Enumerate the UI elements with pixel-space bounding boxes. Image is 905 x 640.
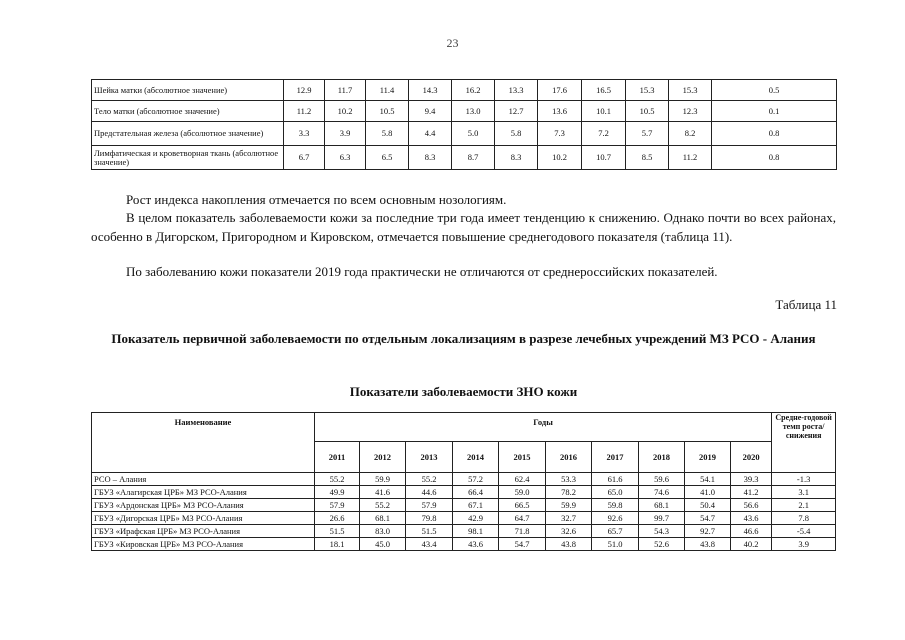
cell-value: 57.9 [406, 499, 453, 512]
cell-value: 59.6 [639, 473, 685, 486]
cell-value: 59.9 [360, 473, 406, 486]
cell-value: 57.9 [315, 499, 360, 512]
cell-value: 52.6 [639, 538, 685, 551]
cell-value: 0.8 [712, 122, 837, 146]
table-caption: Таблица 11 [775, 297, 837, 312]
cell-value: 13.0 [452, 101, 495, 122]
cell-value: 49.9 [315, 486, 360, 499]
cell-value: 7.2 [582, 122, 626, 146]
cell-value: 43.8 [546, 538, 592, 551]
cell-value: 11.2 [669, 146, 712, 170]
paragraph-2019: По заболеванию кожи показатели 2019 года практически не отличаются от среднероссийских показателей. [126, 264, 718, 279]
cell-value: 51.0 [592, 538, 639, 551]
table-title: Показатели заболеваемости ЗНО кожи [349, 384, 578, 399]
cell-value: 0.5 [712, 80, 837, 101]
table-row [92, 101, 837, 122]
table-row [92, 486, 836, 499]
cell-value: 8.3 [409, 146, 452, 170]
rate-value: 2.1 [772, 499, 836, 512]
cell-value: 53.3 [546, 473, 592, 486]
cell-value: 32.6 [546, 525, 592, 538]
cell-value: 8.7 [452, 146, 495, 170]
cell-value: 6.5 [366, 146, 409, 170]
cell-value: 78.2 [546, 486, 592, 499]
cell-value: 39.3 [731, 473, 772, 486]
cell-value: 5.8 [495, 122, 538, 146]
rate-value: 3.1 [772, 486, 836, 499]
cell-value: 64.7 [499, 512, 546, 525]
cell-value: 12.3 [669, 101, 712, 122]
cell-value: 11.2 [284, 101, 325, 122]
cell-value: 3.3 [284, 122, 325, 146]
cell-value: 57.2 [453, 473, 499, 486]
cell-value: 10.5 [366, 101, 409, 122]
header-rate: Средне-годовой темп роста/ снижения [772, 413, 836, 473]
year-header: 2011 [315, 442, 360, 473]
cell-value: 54.7 [685, 512, 731, 525]
cell-value: 9.4 [409, 101, 452, 122]
cell-value: 14.3 [409, 80, 452, 101]
cell-value: 40.2 [731, 538, 772, 551]
cell-value: 8.2 [669, 122, 712, 146]
table-row [92, 538, 836, 551]
cell-value: 59.0 [499, 486, 546, 499]
cell-value: 45.0 [360, 538, 406, 551]
cell-value: 55.2 [315, 473, 360, 486]
year-header: 2013 [406, 442, 453, 473]
institution-name: РСО – Алания [92, 473, 315, 486]
cell-value: 41.0 [685, 486, 731, 499]
table-row [92, 499, 836, 512]
page-number: 23 [446, 36, 459, 50]
cell-value: 56.6 [731, 499, 772, 512]
cell-value: 8.3 [495, 146, 538, 170]
cell-value: 26.6 [315, 512, 360, 525]
cell-value: 11.4 [366, 80, 409, 101]
year-header: 2019 [685, 442, 731, 473]
cell-value: 68.1 [639, 499, 685, 512]
cell-value: 32.7 [546, 512, 592, 525]
table-row [92, 512, 836, 525]
cell-value: 92.6 [592, 512, 639, 525]
cell-value: 4.4 [409, 122, 452, 146]
cell-value: 54.1 [685, 473, 731, 486]
cell-value: 16.2 [452, 80, 495, 101]
rate-value: 3.9 [772, 538, 836, 551]
cell-value: 6.7 [284, 146, 325, 170]
cell-value: 6.3 [325, 146, 366, 170]
cell-value: 10.7 [582, 146, 626, 170]
institution-name: ГБУЗ «Ирафская ЦРБ» МЗ РСО-Алания [92, 525, 315, 538]
cell-value: 10.5 [626, 101, 669, 122]
cell-value: 50.4 [685, 499, 731, 512]
cell-value: 5.8 [366, 122, 409, 146]
cell-value: 44.6 [406, 486, 453, 499]
year-header: 2016 [546, 442, 592, 473]
cell-value: 98.1 [453, 525, 499, 538]
cell-value: 43.6 [731, 512, 772, 525]
cell-value: 65.7 [592, 525, 639, 538]
cell-value: 15.3 [669, 80, 712, 101]
table-row [92, 146, 837, 170]
cell-value: 59.8 [592, 499, 639, 512]
table-row [92, 473, 836, 486]
cell-value: 0.1 [712, 101, 837, 122]
rate-value: -5.4 [772, 525, 836, 538]
cell-value: 51.5 [315, 525, 360, 538]
row-label: Предстательная железа (абсолютное значение) [92, 122, 284, 146]
paragraph-skin-trend: В целом показатель заболеваемости кожи за последние три года имеет тенденцию к снижению. Однако почти во всех районах, особенно в Дигорском, Пригородном и Кировском, отмечается повышение среднегодового показателя (таблица 11). [91, 210, 836, 244]
cell-value: 61.6 [592, 473, 639, 486]
institution-name: ГБУЗ «Кировская ЦРБ» МЗ РСО-Алания [92, 538, 315, 551]
cell-value: 7.3 [538, 122, 582, 146]
year-header: 2018 [639, 442, 685, 473]
cell-value: 43.6 [453, 538, 499, 551]
rate-value: -1.3 [772, 473, 836, 486]
header-name: Наименование [92, 413, 315, 473]
cell-value: 11.7 [325, 80, 366, 101]
cell-value: 16.5 [582, 80, 626, 101]
cell-value: 10.1 [582, 101, 626, 122]
table-row [92, 80, 837, 101]
cell-value: 83.0 [360, 525, 406, 538]
cell-value: 65.0 [592, 486, 639, 499]
cell-value: 12.9 [284, 80, 325, 101]
year-header: 2012 [360, 442, 406, 473]
cell-value: 41.2 [731, 486, 772, 499]
rate-value: 7.8 [772, 512, 836, 525]
cell-value: 3.9 [325, 122, 366, 146]
cell-value: 13.6 [538, 101, 582, 122]
cell-value: 62.4 [499, 473, 546, 486]
header-years: Годы [315, 413, 772, 442]
year-header: 2015 [499, 442, 546, 473]
institution-name: ГБУЗ «Ардонская ЦРБ» МЗ РСО-Алания [92, 499, 315, 512]
cell-value: 51.5 [406, 525, 453, 538]
cell-value: 42.9 [453, 512, 499, 525]
cell-value: 5.0 [452, 122, 495, 146]
cell-value: 17.6 [538, 80, 582, 101]
section-title: Показатель первичной заболеваемости по отдельным локализациям в разрезе лечебных учреждений МЗ РСО - Алания [111, 331, 816, 346]
cell-value: 10.2 [538, 146, 582, 170]
cell-value: 43.8 [685, 538, 731, 551]
cell-value: 5.7 [626, 122, 669, 146]
institution-name: ГБУЗ «Дигорская ЦРБ» МЗ РСО-Алания [92, 512, 315, 525]
cell-value: 66.4 [453, 486, 499, 499]
table-row [92, 122, 837, 146]
cell-value: 12.7 [495, 101, 538, 122]
cell-value: 54.7 [499, 538, 546, 551]
cell-value: 13.3 [495, 80, 538, 101]
cell-value: 55.2 [360, 499, 406, 512]
cell-value: 46.6 [731, 525, 772, 538]
cell-value: 74.6 [639, 486, 685, 499]
cell-value: 55.2 [406, 473, 453, 486]
cell-value: 41.6 [360, 486, 406, 499]
paragraph-accumulation: Рост индекса накопления отмечается по всем основным нозологиям. [126, 192, 507, 207]
year-header: 2017 [592, 442, 639, 473]
cell-value: 66.5 [499, 499, 546, 512]
cell-value: 59.9 [546, 499, 592, 512]
cell-value: 79.8 [406, 512, 453, 525]
year-header: 2014 [453, 442, 499, 473]
cell-value: 92.7 [685, 525, 731, 538]
cell-value: 68.1 [360, 512, 406, 525]
cell-value: 18.1 [315, 538, 360, 551]
cell-value: 15.3 [626, 80, 669, 101]
cell-value: 8.5 [626, 146, 669, 170]
cell-value: 0.8 [712, 146, 837, 170]
row-label: Лимфатическая и кроветворная ткань (абсолютное значение) [92, 146, 284, 170]
cell-value: 43.4 [406, 538, 453, 551]
cell-value: 71.8 [499, 525, 546, 538]
cell-value: 54.3 [639, 525, 685, 538]
cell-value: 67.1 [453, 499, 499, 512]
year-header: 2020 [731, 442, 772, 473]
cell-value: 10.2 [325, 101, 366, 122]
row-label: Тело матки (абсолютное значение) [92, 101, 284, 122]
cancer-sites-table [91, 79, 837, 170]
skin-cancer-table [91, 412, 836, 551]
row-label: Шейка матки (абсолютное значение) [92, 80, 284, 101]
cell-value: 99.7 [639, 512, 685, 525]
institution-name: ГБУЗ «Алагирская ЦРБ» МЗ РСО-Алания [92, 486, 315, 499]
table-row [92, 525, 836, 538]
